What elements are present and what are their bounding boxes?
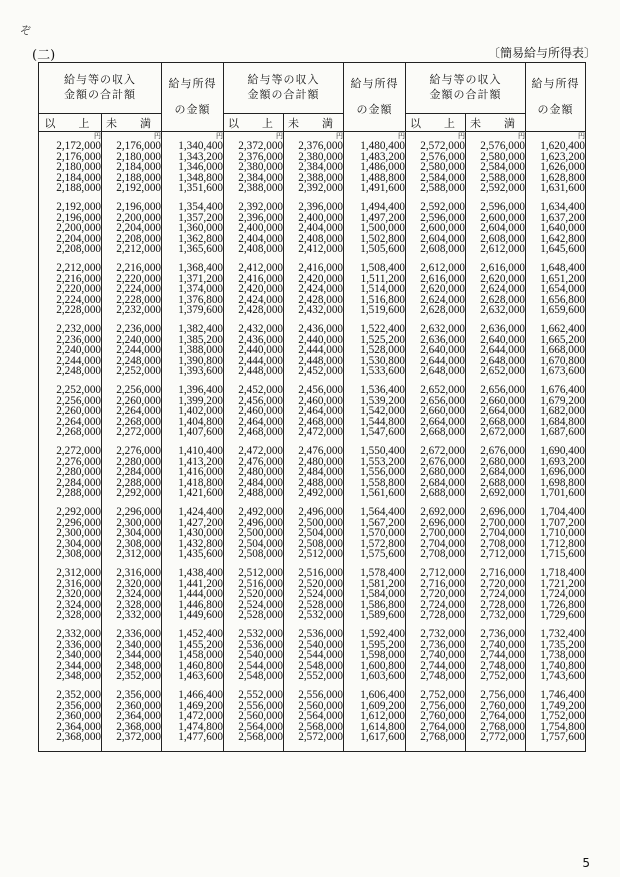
amount-cell-result: 1,536,400 1,539,200 1,542,000 1,544,800 1,547,600 (344, 385, 406, 446)
amount-cell-result: 1,494,400 1,497,200 1,500,000 1,502,800 1,505,600 (344, 202, 406, 263)
amount-cell-from: 2,172,000 2,176,000 2,180,000 2,184,000 2,188,000 (39, 141, 102, 202)
amount-cell-to: 2,496,000 2,500,000 2,504,000 2,508,000 2,512,000 (284, 507, 344, 568)
amount-cell-to: 2,396,000 2,400,000 2,404,000 2,408,000 2,412,000 (284, 202, 344, 263)
amount-cell-result: 1,354,400 1,357,200 1,360,000 1,362,800 1,365,600 (162, 202, 224, 263)
amount-cell-result: 1,634,400 1,637,200 1,640,000 1,642,800 1,645,600 (526, 202, 586, 263)
amount-cell-from: 2,752,000 2,756,000 2,760,000 2,764,000 2,768,000 (406, 690, 466, 752)
amount-cell-from: 2,632,000 2,636,000 2,640,000 2,644,000 2,648,000 (406, 324, 466, 385)
table-header (39, 63, 586, 142)
amount-cell-to: 2,456,000 2,460,000 2,464,000 2,468,000 2,472,000 (284, 385, 344, 446)
margin-mark: ぞ (20, 24, 31, 37)
section-label: (二) (32, 48, 56, 63)
amount-cell-to: 2,616,000 2,620,000 2,624,000 2,628,000 2,632,000 (466, 263, 526, 324)
amount-cell-to: 2,676,000 2,680,000 2,684,000 2,688,000 2,692,000 (466, 446, 526, 507)
result-header: 給与所得 の金額 (344, 63, 406, 132)
amount-cell-result: 1,382,400 1,385,200 1,388,000 1,390,800 1,393,600 (162, 324, 224, 385)
amount-cell-result: 1,438,400 1,441,200 1,444,000 1,446,800 1,449,600 (162, 568, 224, 629)
amount-cell-from: 2,732,000 2,736,000 2,740,000 2,744,000 2,748,000 (406, 629, 466, 690)
amount-cell-to: 2,596,000 2,600,000 2,604,000 2,608,000 2,612,000 (466, 202, 526, 263)
result-header: 給与所得 の金額 (162, 63, 224, 132)
amount-cell-result: 1,340,400 1,343,200 1,346,000 1,348,800 1,351,600 (162, 141, 224, 202)
amount-cell-from: 2,672,000 2,676,000 2,680,000 2,684,000 2,688,000 (406, 446, 466, 507)
from-header: 以 上 (406, 114, 466, 132)
amount-cell-to: 2,736,000 2,740,000 2,744,000 2,748,000 2,752,000 (466, 629, 526, 690)
amount-cell-from: 2,532,000 2,536,000 2,540,000 2,544,000 2,548,000 (224, 629, 284, 690)
amount-cell-result: 1,746,400 1,749,200 1,752,000 1,754,800 1,757,600 (526, 690, 586, 752)
amount-cell-from: 2,232,000 2,236,000 2,240,000 2,244,000 2,248,000 (39, 324, 102, 385)
amount-cell-to: 2,196,000 2,200,000 2,204,000 2,208,000 2,212,000 (102, 202, 162, 263)
table-row (39, 263, 586, 324)
table-row (39, 324, 586, 385)
amount-cell-from: 2,692,000 2,696,000 2,700,000 2,704,000 2,708,000 (406, 507, 466, 568)
amount-cell-to: 2,336,000 2,340,000 2,344,000 2,348,000 2,352,000 (102, 629, 162, 690)
amount-cell-result: 1,606,400 1,609,200 1,612,000 1,614,800 1,617,600 (344, 690, 406, 752)
amount-cell-from: 2,472,000 2,476,000 2,480,000 2,484,000 2,488,000 (224, 446, 284, 507)
page-number: 5 (582, 856, 590, 870)
income-table (38, 62, 586, 752)
amount-cell-result: 1,662,400 1,665,200 1,668,000 1,670,800 1,673,600 (526, 324, 586, 385)
amount-cell-from: 2,292,000 2,296,000 2,300,000 2,304,000 2,308,000 (39, 507, 102, 568)
amount-cell-to: 2,316,000 2,320,000 2,324,000 2,328,000 2,332,000 (102, 568, 162, 629)
table-title: 〔簡易給与所得表〕 (487, 46, 596, 60)
amount-cell-to: 2,636,000 2,640,000 2,644,000 2,648,000 2,652,000 (466, 324, 526, 385)
amount-cell-from: 2,612,000 2,616,000 2,620,000 2,624,000 2,628,000 (406, 263, 466, 324)
amount-cell-result: 1,690,400 1,693,200 1,696,000 1,698,800 1,701,600 (526, 446, 586, 507)
table-row (39, 507, 586, 568)
amount-cell-from: 2,352,000 2,356,000 2,360,000 2,364,000 2,368,000 (39, 690, 102, 752)
to-header: 未 満 (466, 114, 526, 132)
table-row (39, 629, 586, 690)
amount-cell-result: 1,676,400 1,679,200 1,682,000 1,684,800 1,687,600 (526, 385, 586, 446)
amount-cell-result: 1,592,400 1,595,200 1,598,000 1,600,800 1,603,600 (344, 629, 406, 690)
amount-cell-result: 1,508,400 1,511,200 1,514,000 1,516,800 1,519,600 (344, 263, 406, 324)
table-row (39, 690, 586, 752)
amount-cell-result: 1,368,400 1,371,200 1,374,000 1,376,800 1,379,600 (162, 263, 224, 324)
table-body (39, 141, 586, 752)
amount-cell-from: 2,452,000 2,456,000 2,460,000 2,464,000 2,468,000 (224, 385, 284, 446)
unit-label: 円 (344, 132, 406, 142)
amount-cell-from: 2,652,000 2,656,000 2,660,000 2,664,000 2,668,000 (406, 385, 466, 446)
amount-cell-result: 1,550,400 1,553,200 1,556,000 1,558,800 1,561,600 (344, 446, 406, 507)
unit-label: 円 (466, 132, 526, 142)
amount-cell-from: 2,412,000 2,416,000 2,420,000 2,424,000 2,428,000 (224, 263, 284, 324)
from-header: 以 上 (224, 114, 284, 132)
table-row (39, 385, 586, 446)
table-row (39, 202, 586, 263)
amount-cell-from: 2,432,000 2,436,000 2,440,000 2,444,000 2,448,000 (224, 324, 284, 385)
amount-cell-from: 2,272,000 2,276,000 2,280,000 2,284,000 2,288,000 (39, 446, 102, 507)
amount-cell-result: 1,424,400 1,427,200 1,430,000 1,432,800 1,435,600 (162, 507, 224, 568)
amount-cell-result: 1,704,400 1,707,200 1,710,000 1,712,800 1,715,600 (526, 507, 586, 568)
amount-cell-to: 2,716,000 2,720,000 2,724,000 2,728,000 2,732,000 (466, 568, 526, 629)
amount-cell-from: 2,212,000 2,216,000 2,220,000 2,224,000 2,228,000 (39, 263, 102, 324)
amount-cell-from: 2,312,000 2,316,000 2,320,000 2,324,000 2,328,000 (39, 568, 102, 629)
amount-cell-to: 2,356,000 2,360,000 2,364,000 2,368,000 2,372,000 (102, 690, 162, 752)
amount-cell-to: 2,516,000 2,520,000 2,524,000 2,528,000 2,532,000 (284, 568, 344, 629)
amount-cell-result: 1,466,400 1,469,200 1,472,000 1,474,800 1,477,600 (162, 690, 224, 752)
amount-cell-from: 2,392,000 2,396,000 2,400,000 2,404,000 2,408,000 (224, 202, 284, 263)
amount-cell-to: 2,416,000 2,420,000 2,424,000 2,428,000 2,432,000 (284, 263, 344, 324)
amount-cell-to: 2,476,000 2,480,000 2,484,000 2,488,000 2,492,000 (284, 446, 344, 507)
amount-cell-result: 1,732,400 1,735,200 1,738,000 1,740,800 1,743,600 (526, 629, 586, 690)
amount-cell-to: 2,236,000 2,240,000 2,244,000 2,248,000 2,252,000 (102, 324, 162, 385)
amount-cell-result: 1,578,400 1,581,200 1,584,000 1,586,800 1,589,600 (344, 568, 406, 629)
amount-cell-to: 2,536,000 2,540,000 2,544,000 2,548,000 2,552,000 (284, 629, 344, 690)
unit-label: 円 (39, 132, 102, 142)
unit-label: 円 (162, 132, 224, 142)
amount-cell-from: 2,712,000 2,716,000 2,720,000 2,724,000 2,728,000 (406, 568, 466, 629)
to-header: 未 満 (284, 114, 344, 132)
result-header: 給与所得 の金額 (526, 63, 586, 132)
amount-cell-result: 1,522,400 1,525,200 1,528,000 1,530,800 1,533,600 (344, 324, 406, 385)
amount-cell-result: 1,620,400 1,623,200 1,626,000 1,628,800 1,631,600 (526, 141, 586, 202)
amount-cell-from: 2,512,000 2,516,000 2,520,000 2,524,000 2,528,000 (224, 568, 284, 629)
amount-cell-to: 2,576,000 2,580,000 2,584,000 2,588,000 2,592,000 (466, 141, 526, 202)
amount-cell-to: 2,556,000 2,560,000 2,564,000 2,568,000 2,572,000 (284, 690, 344, 752)
from-header: 以 上 (39, 114, 102, 132)
unit-label: 円 (102, 132, 162, 142)
to-header: 未 満 (102, 114, 162, 132)
unit-label: 円 (526, 132, 586, 142)
amount-cell-to: 2,276,000 2,280,000 2,284,000 2,288,000 2,292,000 (102, 446, 162, 507)
amount-cell-from: 2,332,000 2,336,000 2,340,000 2,344,000 2,348,000 (39, 629, 102, 690)
amount-cell-to: 2,296,000 2,300,000 2,304,000 2,308,000 2,312,000 (102, 507, 162, 568)
amount-cell-from: 2,552,000 2,556,000 2,560,000 2,564,000 2,568,000 (224, 690, 284, 752)
amount-cell-result: 1,410,400 1,413,200 1,416,000 1,418,800 1,421,600 (162, 446, 224, 507)
amount-cell-from: 2,372,000 2,376,000 2,380,000 2,384,000 2,388,000 (224, 141, 284, 202)
income-range-header: 給与等の収入 金額の合計額 (406, 63, 526, 114)
amount-cell-from: 2,572,000 2,576,000 2,580,000 2,584,000 2,588,000 (406, 141, 466, 202)
amount-cell-from: 2,192,000 2,196,000 2,200,000 2,204,000 2,208,000 (39, 202, 102, 263)
amount-cell-to: 2,176,000 2,180,000 2,184,000 2,188,000 2,192,000 (102, 141, 162, 202)
amount-cell-result: 1,718,400 1,721,200 1,724,000 1,726,800 1,729,600 (526, 568, 586, 629)
amount-cell-to: 2,696,000 2,700,000 2,704,000 2,708,000 2,712,000 (466, 507, 526, 568)
amount-cell-to: 2,216,000 2,220,000 2,224,000 2,228,000 2,232,000 (102, 263, 162, 324)
income-range-header: 給与等の収入 金額の合計額 (39, 63, 162, 114)
amount-cell-from: 2,252,000 2,256,000 2,260,000 2,264,000 2,268,000 (39, 385, 102, 446)
income-range-header: 給与等の収入 金額の合計額 (224, 63, 344, 114)
table-row (39, 446, 586, 507)
amount-cell-to: 2,756,000 2,760,000 2,764,000 2,768,000 2,772,000 (466, 690, 526, 752)
amount-cell-result: 1,396,400 1,399,200 1,402,000 1,404,800 1,407,600 (162, 385, 224, 446)
amount-cell-from: 2,592,000 2,596,000 2,600,000 2,604,000 2,608,000 (406, 202, 466, 263)
amount-cell-result: 1,480,400 1,483,200 1,486,000 1,488,800 1,491,600 (344, 141, 406, 202)
amount-cell-result: 1,564,400 1,567,200 1,570,000 1,572,800 1,575,600 (344, 507, 406, 568)
amount-cell-from: 2,492,000 2,496,000 2,500,000 2,504,000 2,508,000 (224, 507, 284, 568)
unit-label: 円 (224, 132, 284, 142)
amount-cell-to: 2,376,000 2,380,000 2,384,000 2,388,000 2,392,000 (284, 141, 344, 202)
amount-cell-to: 2,256,000 2,260,000 2,264,000 2,268,000 2,272,000 (102, 385, 162, 446)
table-row (39, 568, 586, 629)
amount-cell-result: 1,648,400 1,651,200 1,654,000 1,656,800 1,659,600 (526, 263, 586, 324)
amount-cell-to: 2,656,000 2,660,000 2,664,000 2,668,000 2,672,000 (466, 385, 526, 446)
table-row (39, 141, 586, 202)
amount-cell-result: 1,452,400 1,455,200 1,458,000 1,460,800 1,463,600 (162, 629, 224, 690)
amount-cell-to: 2,436,000 2,440,000 2,444,000 2,448,000 2,452,000 (284, 324, 344, 385)
unit-label: 円 (406, 132, 466, 142)
unit-label: 円 (284, 132, 344, 142)
